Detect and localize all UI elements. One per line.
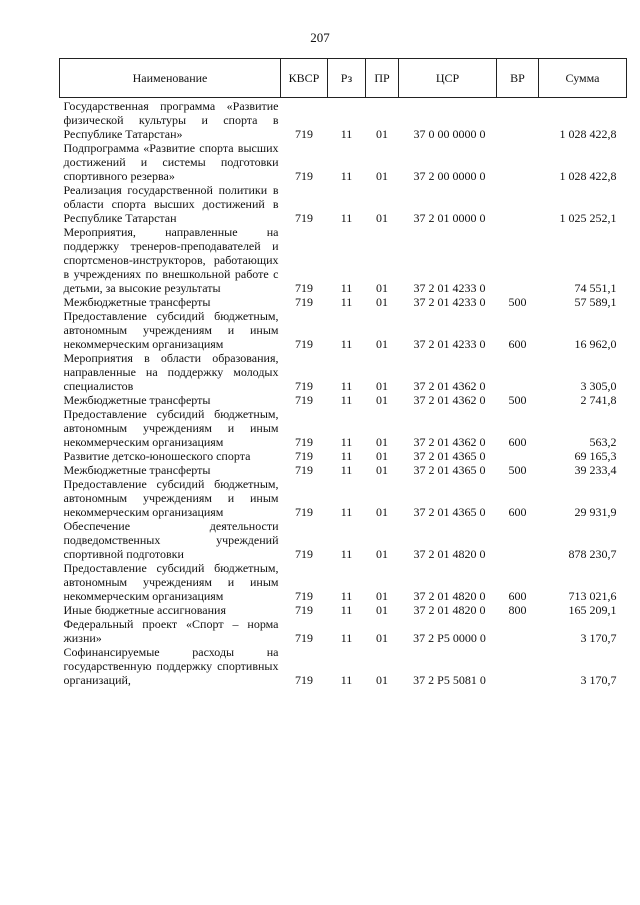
cell-name: Мероприятия, направленные на поддержку тренеров-преподавателей и спортсменов-инструкторов, работающих в учреждениях по внешкольной работе с детьми, за высокие результаты [63,225,279,295]
cell-vr: 600 [508,589,527,603]
cell-name: Межбюджетные трансферты [63,393,211,407]
cell-vr [497,98,539,142]
cell-kvsr: 719 [295,631,313,645]
header-pr: ПР [366,59,399,98]
cell-csr: 37 2 01 4365 0 [413,505,486,519]
cell-pr: 01 [376,505,388,519]
cell-rz: 11 [340,127,353,141]
cell-rz: 11 [340,169,353,183]
cell-rz: 11 [340,589,353,603]
table-row [60,519,627,561]
table-row [60,449,627,463]
cell-pr: 01 [376,463,388,477]
table-row [60,617,627,645]
cell-pr: 01 [376,435,388,449]
cell-pr: 01 [376,281,388,295]
cell-sum: 1 028 422,8 [559,127,617,141]
cell-sum: 563,2 [589,435,617,449]
cell-kvsr: 719 [295,463,313,477]
cell-csr: 37 2 01 4820 0 [413,547,486,561]
cell-sum: 2 741,8 [580,393,617,407]
cell-csr: 37 0 00 0000 0 [413,127,486,141]
header-name: Наименование [60,59,281,98]
cell-kvsr: 719 [295,449,313,463]
cell-vr [497,645,539,687]
cell-sum: 713 021,6 [568,589,617,603]
cell-rz: 11 [340,505,353,519]
table-row [60,645,627,687]
cell-csr: 37 2 01 4362 0 [413,435,486,449]
cell-name: Реализация государственной политики в области спорта высших достижений в Республике Татарстан [63,183,279,225]
cell-sum: 1 025 252,1 [559,211,617,225]
table-row [60,463,627,477]
cell-sum: 3 170,7 [580,673,617,687]
cell-name: Мероприятия в области образования, направленные на поддержку молодых специалистов [63,351,279,393]
cell-vr: 600 [508,505,527,519]
header-rz: Рз [328,59,366,98]
cell-name: Предоставление субсидий бюджетным, автономным учреждениям и иным некоммерческим организациям [63,477,279,519]
cell-pr: 01 [376,393,388,407]
cell-csr: 37 2 01 4233 0 [413,337,486,351]
cell-csr: 37 2 00 0000 0 [413,169,486,183]
cell-vr [497,141,539,183]
cell-rz: 11 [340,211,353,225]
table-row [60,141,627,183]
cell-csr: 37 2 01 4820 0 [413,603,486,617]
table-row [60,98,627,142]
cell-pr: 01 [376,379,388,393]
cell-rz: 11 [340,463,353,477]
cell-sum: 3 305,0 [580,379,617,393]
cell-pr: 01 [376,211,388,225]
cell-sum: 878 230,7 [568,547,617,561]
cell-sum: 29 931,9 [574,505,617,519]
cell-name: Федеральный проект «Спорт – норма жизни» [63,617,279,645]
cell-sum: 3 170,7 [580,631,617,645]
cell-sum: 57 589,1 [574,295,617,309]
table-row [60,603,627,617]
cell-rz: 11 [340,281,353,295]
cell-vr: 600 [508,337,527,351]
cell-kvsr: 719 [295,127,313,141]
cell-kvsr: 719 [295,379,313,393]
cell-csr: 37 2 01 4820 0 [413,589,486,603]
table-row [60,351,627,393]
table-body [60,98,627,688]
cell-name: Обеспечение деятельности подведомственных учреждений спортивной подготовки [63,519,279,561]
cell-csr: 37 2 01 0000 0 [413,211,486,225]
cell-vr [497,519,539,561]
cell-rz: 11 [340,547,353,561]
cell-csr: 37 2 01 4362 0 [413,379,486,393]
cell-name: Подпрограмма «Развитие спорта высших достижений и системы подготовки спортивного резерва» [63,141,279,183]
cell-rz: 11 [340,603,353,617]
cell-vr [497,351,539,393]
cell-vr: 500 [508,295,527,309]
cell-rz: 11 [340,631,353,645]
cell-vr [497,449,539,463]
cell-csr: 37 2 P5 0000 0 [413,631,486,645]
cell-kvsr: 719 [295,281,313,295]
table-row [60,183,627,225]
cell-name: Иные бюджетные ассигнования [63,603,226,617]
cell-kvsr: 719 [295,393,313,407]
cell-name: Развитие детско-юношеского спорта [63,449,251,463]
table-row [60,309,627,351]
cell-vr [497,183,539,225]
cell-rz: 11 [340,393,353,407]
cell-csr: 37 2 01 4233 0 [413,281,486,295]
cell-sum: 165 209,1 [568,603,617,617]
cell-name: Предоставление субсидий бюджетным, автономным учреждениям и иным некоммерческим организациям [63,561,279,603]
cell-kvsr: 719 [295,169,313,183]
cell-sum: 74 551,1 [574,281,617,295]
budget-table [59,58,627,687]
cell-vr: 500 [508,463,527,477]
cell-rz: 11 [340,379,353,393]
cell-kvsr: 719 [295,295,313,309]
cell-pr: 01 [376,449,388,463]
cell-kvsr: 719 [295,589,313,603]
cell-rz: 11 [340,673,353,687]
cell-kvsr: 719 [295,211,313,225]
cell-pr: 01 [376,337,388,351]
cell-csr: 37 2 01 4365 0 [413,463,486,477]
table-row [60,407,627,449]
cell-rz: 11 [340,295,353,309]
cell-name: Предоставление субсидий бюджетным, автономным учреждениям и иным некоммерческим организациям [63,309,279,351]
cell-vr: 800 [508,603,527,617]
table-row [60,477,627,519]
cell-name: Софинансируемые расходы на государственную поддержку спортивных организаций, [63,645,279,687]
header-csr: ЦСР [399,59,497,98]
cell-pr: 01 [376,589,388,603]
cell-name: Межбюджетные трансферты [63,463,211,477]
cell-rz: 11 [340,337,353,351]
cell-csr: 37 2 01 4362 0 [413,393,486,407]
cell-pr: 01 [376,673,388,687]
cell-name: Межбюджетные трансферты [63,295,211,309]
cell-kvsr: 719 [295,673,313,687]
cell-vr: 600 [508,435,527,449]
header-sum: Сумма [539,59,627,98]
cell-sum: 69 165,3 [574,449,617,463]
cell-csr: 37 2 01 4233 0 [413,295,486,309]
cell-kvsr: 719 [295,603,313,617]
table-row [60,393,627,407]
cell-pr: 01 [376,603,388,617]
cell-rz: 11 [340,449,353,463]
cell-vr [497,225,539,295]
cell-pr: 01 [376,631,388,645]
cell-name: Предоставление субсидий бюджетным, автономным учреждениям и иным некоммерческим организациям [63,407,279,449]
cell-kvsr: 719 [295,547,313,561]
cell-pr: 01 [376,169,388,183]
cell-sum: 39 233,4 [574,463,617,477]
page-number: 207 [310,30,330,45]
cell-kvsr: 719 [295,505,313,519]
cell-kvsr: 719 [295,435,313,449]
cell-pr: 01 [376,295,388,309]
table-row [60,225,627,295]
table-row [60,561,627,603]
cell-rz: 11 [340,435,353,449]
cell-vr [497,617,539,645]
cell-vr: 500 [508,393,527,407]
cell-pr: 01 [376,547,388,561]
header-vr: ВР [497,59,539,98]
header-kvsr: КВСР [281,59,328,98]
cell-sum: 1 028 422,8 [559,169,617,183]
cell-name: Государственная программа «Развитие физической культуры и спорта в Республике Татарстан» [63,99,279,141]
table-row [60,295,627,309]
cell-kvsr: 719 [295,337,313,351]
cell-csr: 37 2 P5 5081 0 [413,673,486,687]
cell-sum: 16 962,0 [574,337,617,351]
cell-pr: 01 [376,127,388,141]
cell-csr: 37 2 01 4365 0 [413,449,486,463]
table-header-row [60,59,627,98]
